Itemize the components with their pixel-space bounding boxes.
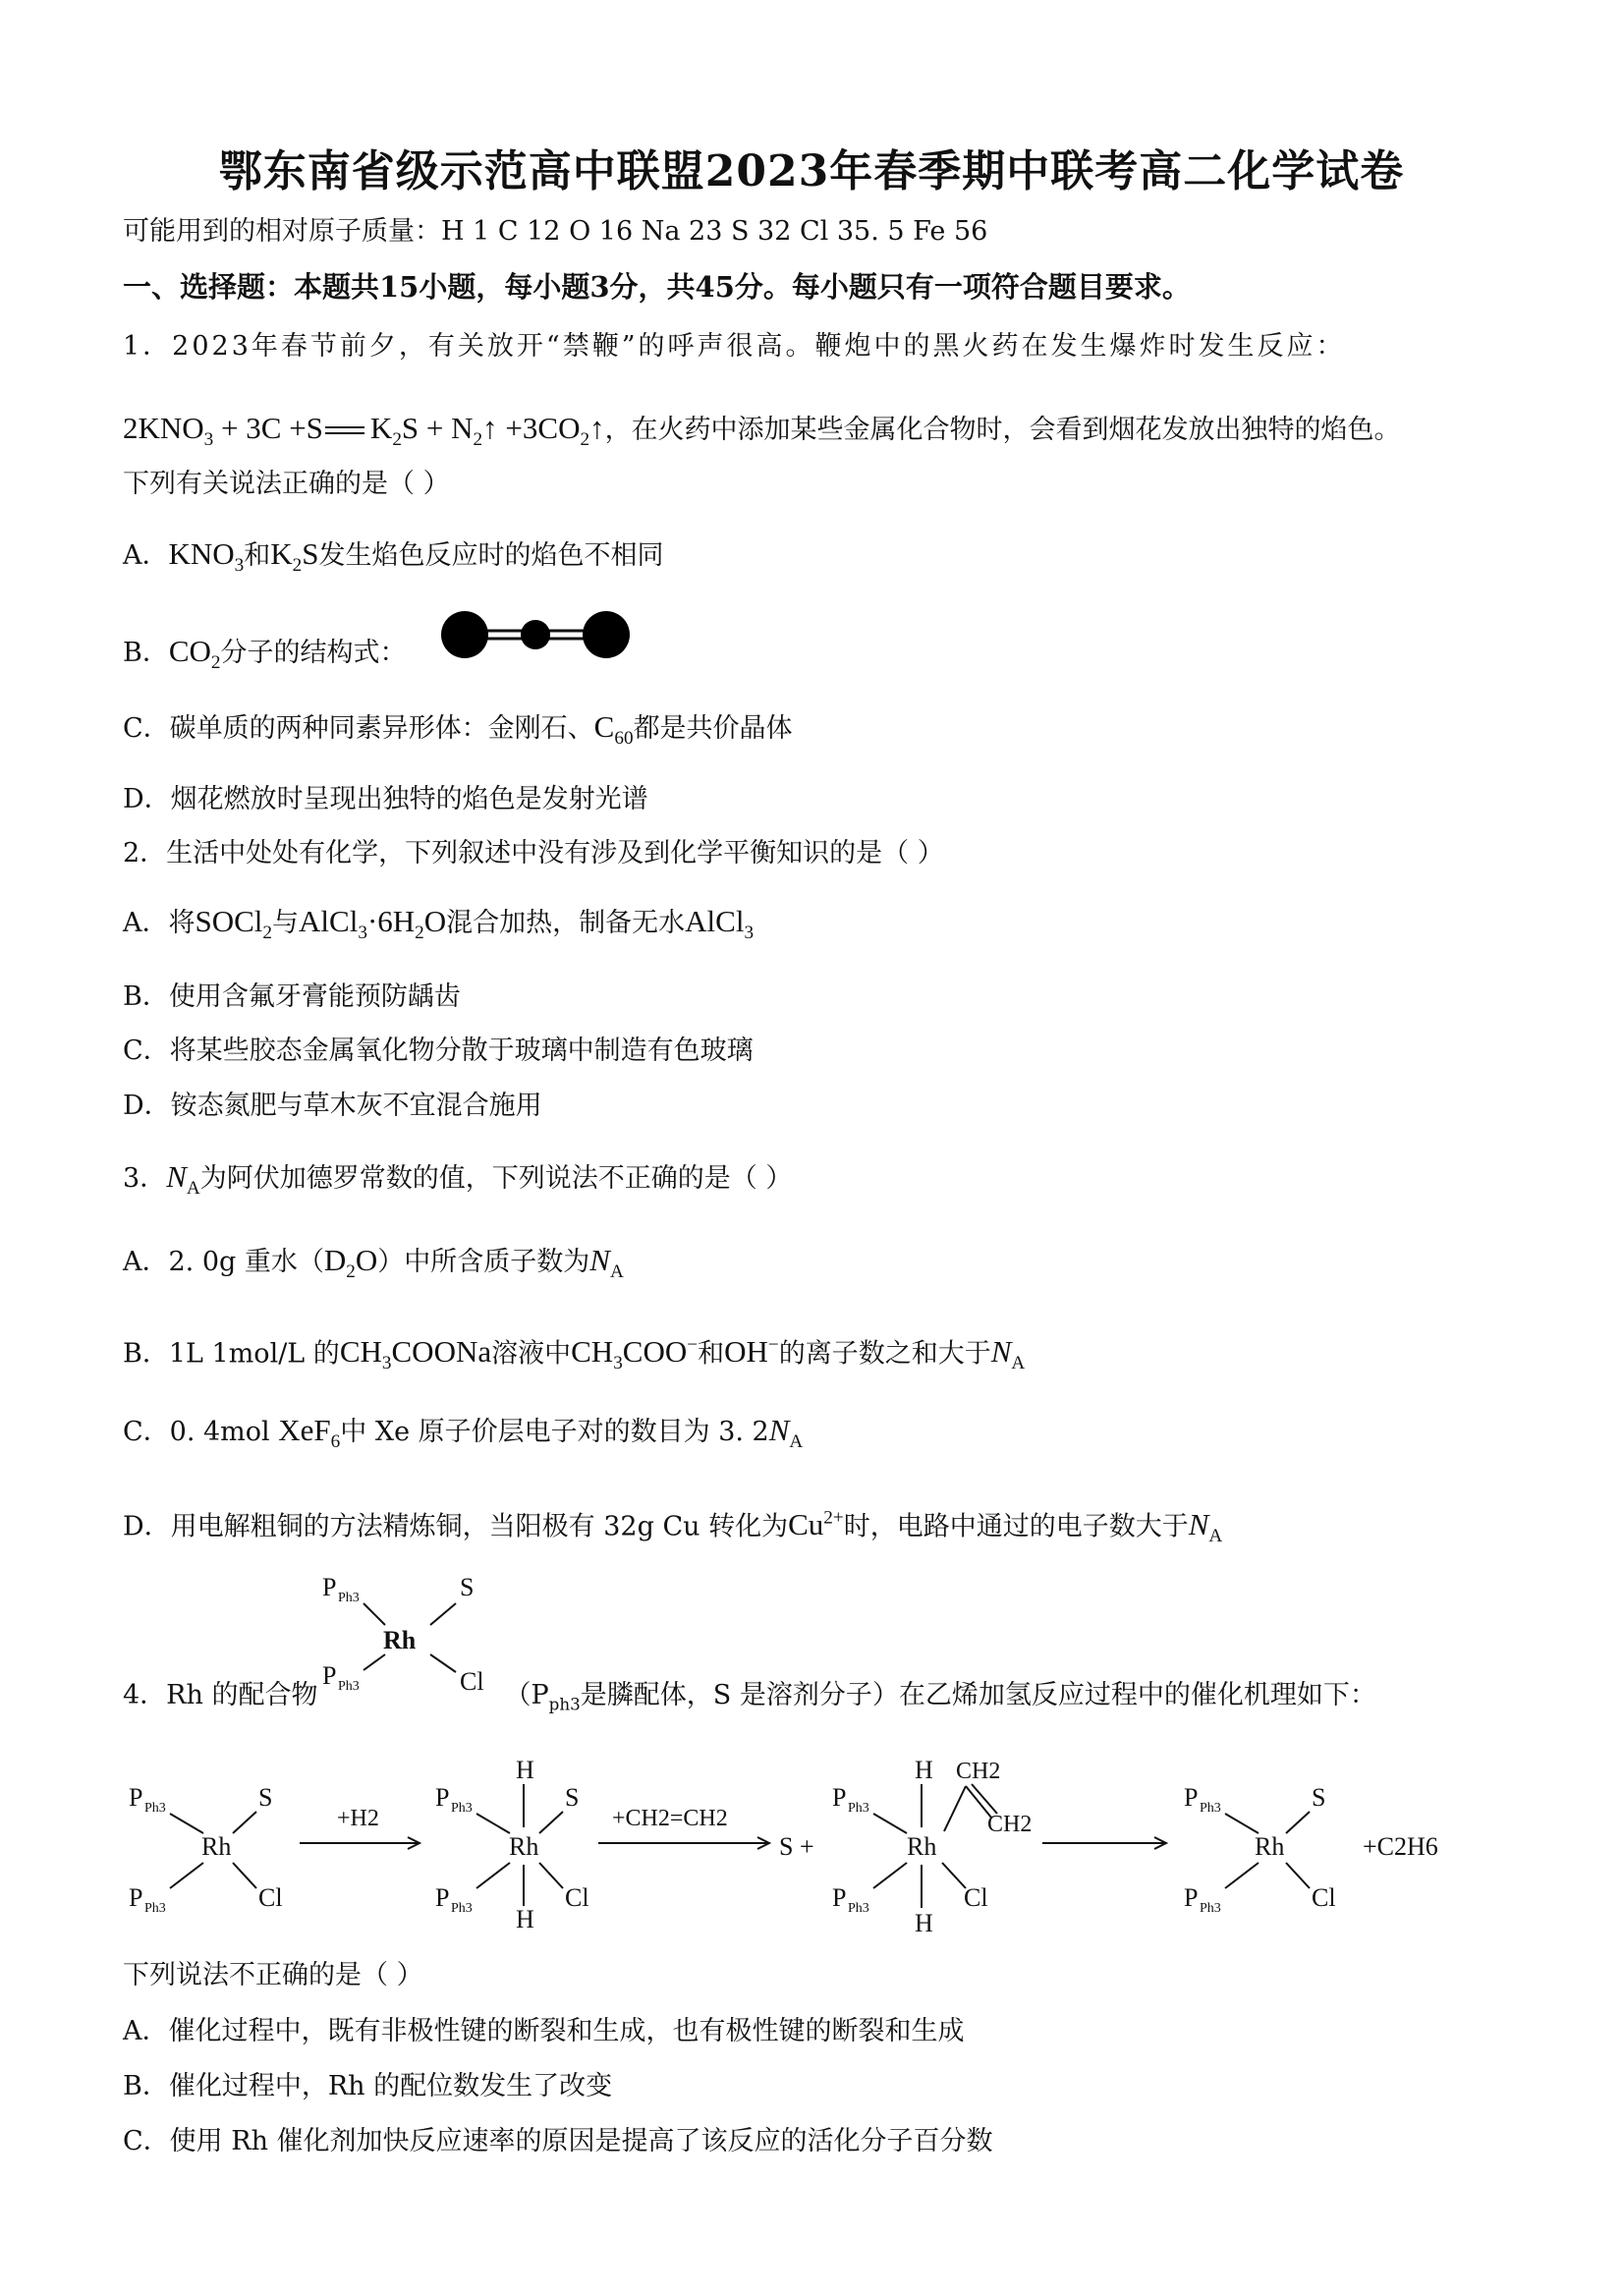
carbon-atom (521, 620, 550, 649)
svg-text:P: P (129, 1783, 143, 1812)
mechanism-complex-2 (435, 1756, 589, 1933)
svg-text:P: P (832, 1883, 847, 1912)
eq-tail: ，在火药中添加某些金属化合物时，会看到烟花发放出独特的焰色。 (604, 415, 1401, 445)
svg-text:Ph3: Ph3 (848, 1901, 869, 1916)
svg-text:Ph3: Ph3 (144, 1901, 166, 1916)
svg-text:Rh: Rh (907, 1832, 937, 1861)
svg-text:H: H (516, 1905, 534, 1933)
q4-option-c: C．使用 Rh 催化剂加快反应速率的原因是提高了该反应的活化分子百分数 (123, 2126, 993, 2156)
q1-ask: 下列有关说法正确的是（ ） (123, 469, 450, 499)
catalytic-mechanism-diagram (123, 1749, 1498, 1935)
q3-option-a: A．2. 0g 重水$(D_2O)$中所含质子数为$N_A$ (123, 1243, 624, 1283)
svg-text:Rh: Rh (201, 1832, 232, 1861)
svg-text:S: S (460, 1573, 475, 1601)
solvent-released: S + (779, 1832, 814, 1861)
svg-text:S: S (258, 1783, 273, 1812)
q2-option-b: B．使用含氟牙膏能预防龋齿 (123, 981, 461, 1012)
svg-text:P: P (322, 1573, 337, 1601)
svg-text:Ph3: Ph3 (338, 1591, 360, 1605)
svg-text:H: H (516, 1756, 534, 1784)
svg-text:Cl: Cl (258, 1883, 283, 1912)
svg-text:S: S (1312, 1783, 1326, 1812)
q2-option-d: D．铵态氮肥与草木灰不宜混合施用 (123, 1091, 542, 1121)
q3-option-d: D．用电解粗铜的方法精炼铜，当阳极有 32g Cu 转化为$Cu^{2+}$时，电路中通过的电子数大于$N_A$ (123, 1507, 1223, 1547)
arrow-label-ethylene: +CH2=CH2 (612, 1806, 728, 1831)
product-ethane: +C2H6 (1363, 1832, 1438, 1861)
arrow-label-h2: +H2 (337, 1806, 379, 1831)
q1-option-d: D．烟花燃放时呈现出独特的焰色是发射光谱 (123, 784, 648, 814)
section-heading: 一、选择题：本题共15小题，每小题3分，共45分。每小题只有一项符合题目要求。 (123, 270, 1191, 304)
svg-text:P: P (435, 1783, 450, 1812)
q4-option-b: B．催化过程中，Rh 的配位数发生了改变 (123, 2071, 613, 2101)
svg-text:P: P (1184, 1783, 1199, 1812)
q4-stem: 4．Rh 的配合物 （$P_{ph3}$是膦配体，S 是溶剂分子）在乙烯加氢反应过程中的催化机理如下： (123, 1680, 1376, 1714)
q1-option-b: B．$CO_2$分子的结构式： (123, 634, 407, 674)
co2-ball-model (437, 601, 634, 670)
svg-text:Ph3: Ph3 (144, 1801, 166, 1816)
page-title: 鄂东南省级示范高中联盟2023年春季期中联考高二化学试卷 (218, 146, 1405, 196)
q1-equation-line (123, 411, 1401, 458)
q2-option-c: C．将某些胶态金属氧化物分散于玻璃中制造有色玻璃 (123, 1036, 754, 1066)
rh-complex-structure (314, 1562, 511, 1719)
q4-option-a: A．催化过程中，既有非极性键的断裂和生成，也有极性键的断裂和生成 (123, 2016, 965, 2046)
svg-text:Cl: Cl (964, 1883, 988, 1912)
svg-text:Rh: Rh (1255, 1832, 1285, 1861)
eq-c-s: + 3C +S (213, 411, 323, 445)
atomic-masses: 可能用到的相对原子质量：H 1 C 12 O 16 Na 23 S 32 Cl 35. 5 Fe 56 (123, 216, 988, 247)
oxygen-atom-left (441, 611, 488, 658)
oxygen-atom-right (583, 611, 630, 658)
mechanism-complex-4 (1184, 1783, 1336, 1916)
svg-text:Rh: Rh (509, 1832, 539, 1861)
q1-option-a: A．$KNO_3$和$K_2S$发生焰色反应时的焰色不相同 (123, 536, 664, 577)
q1-option-c: C．碳单质的两种同素异形体：金刚石、$C_{60}$都是共价晶体 (123, 709, 793, 750)
svg-text:Rh: Rh (383, 1626, 417, 1654)
svg-text:CH2: CH2 (987, 1812, 1033, 1837)
q1-stem: 1．2023年春节前夕，有关放开“禁鞭”的呼声很高。鞭炮中的黑火药在发生爆炸时发生反应： (123, 331, 1346, 362)
svg-text:P: P (1184, 1883, 1199, 1912)
svg-text:P: P (129, 1883, 143, 1912)
q3-stem: 3．$N_A$为阿伏加德罗常数的值，下列说法不正确的是（ ） (123, 1159, 793, 1200)
svg-text:Cl: Cl (1312, 1883, 1336, 1912)
svg-text:P: P (832, 1783, 847, 1812)
svg-text:S: S (565, 1783, 580, 1812)
q4-ask: 下列说法不正确的是（ ） (123, 1960, 423, 1990)
svg-text:P: P (435, 1883, 450, 1912)
svg-text:Cl: Cl (565, 1883, 589, 1912)
svg-text:Ph3: Ph3 (848, 1801, 869, 1816)
svg-text:Ph3: Ph3 (338, 1679, 360, 1694)
svg-text:Cl: Cl (460, 1667, 484, 1696)
eq-kno3: $2KNO_3$ (123, 411, 214, 451)
q3-option-c: C．0. 4mol XeF$_6$中 Xe 原子价层电子对的数目为 3. $2N_A$ (123, 1413, 804, 1453)
svg-text:Ph3: Ph3 (451, 1801, 473, 1816)
svg-text:Ph3: Ph3 (1200, 1801, 1221, 1816)
eq-equals-sign (323, 409, 370, 444)
svg-text:CH2: CH2 (956, 1759, 1001, 1784)
q2-stem: 2．生活中处处有化学，下列叙述中没有涉及到化学平衡知识的是（ ） (123, 838, 944, 868)
q3-option-b: B．1L 1mol/L 的$CH_3COONa$溶液中$CH_3COO^-$和OH−的离子数之和大于$N_A$ (123, 1334, 1026, 1374)
eq-k2s: $K_2S$ + $N_2↑$ $+3CO_2↑$ (369, 411, 605, 451)
mechanism-complex-1 (129, 1783, 283, 1916)
svg-text:H: H (915, 1756, 933, 1784)
svg-text:H: H (915, 1909, 933, 1935)
svg-text:Ph3: Ph3 (1200, 1901, 1221, 1916)
svg-text:Ph3: Ph3 (451, 1901, 473, 1916)
q2-option-a: A．将SOCl$_2$与$AlCl_3\cdot 6H_2O$混合加热，制备无水AlCl$_3$ (123, 904, 755, 944)
mechanism-complex-3 (832, 1756, 1032, 1935)
svg-text:P: P (322, 1661, 337, 1690)
